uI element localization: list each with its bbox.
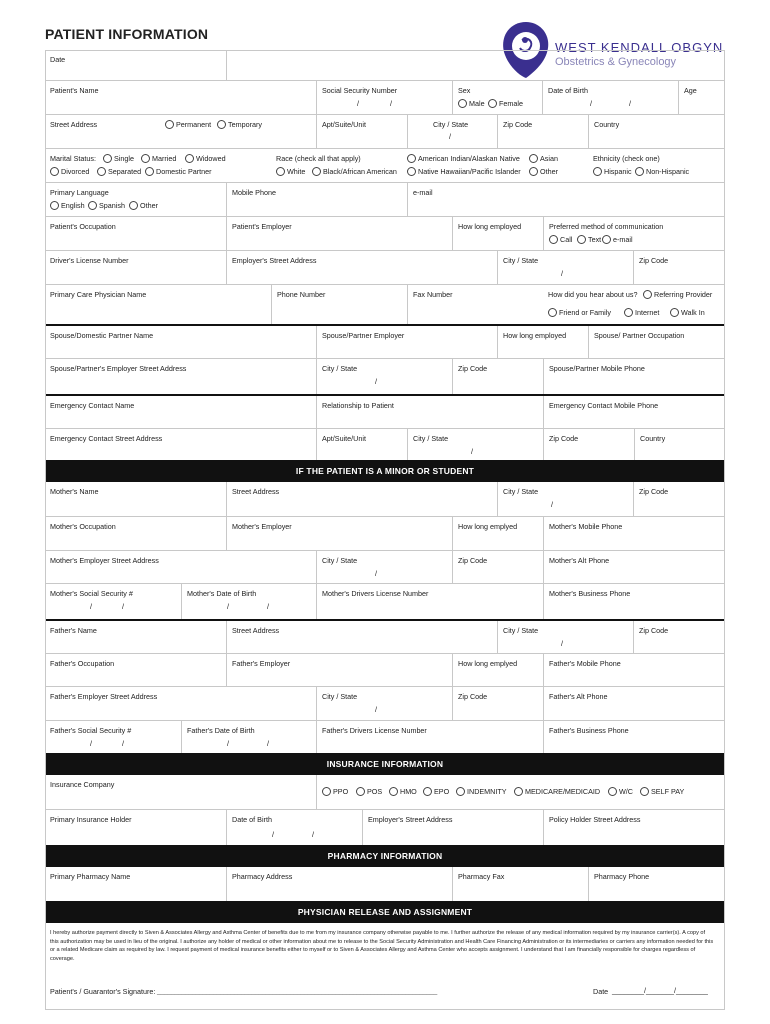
patient-form	[45, 50, 725, 1005]
father-ssn-label: Father's Social Security #	[50, 726, 132, 735]
spouse-emp-street-field[interactable]	[45, 359, 316, 394]
insurance-holder-row	[45, 809, 725, 845]
slash: /	[561, 269, 563, 278]
holder-dob-label: Date of Birth	[232, 815, 272, 824]
release-section-header: PHYSICIAN RELEASE AND ASSIGNMENT	[45, 901, 725, 923]
emergency-row	[45, 394, 725, 428]
slash: /	[312, 830, 314, 839]
dob-label: Date of Birth	[548, 86, 588, 95]
city-state-label: City / State	[433, 120, 469, 129]
patient-name-field[interactable]	[45, 81, 316, 114]
epo-radio[interactable]: EPO	[423, 787, 449, 796]
indemnity-radio[interactable]: INDEMNITY	[456, 787, 507, 796]
mother-dob-field[interactable]	[181, 584, 316, 619]
mother-mobile-field[interactable]	[543, 517, 725, 550]
father-license-label: Father's Drivers License Number	[322, 726, 427, 735]
ssn-label: Social Security Number	[322, 86, 398, 95]
holder-label: Primary Insurance Holder	[50, 815, 132, 824]
apt-field[interactable]	[316, 115, 407, 148]
father-dob-label: Father's Date of Birth	[187, 726, 255, 735]
race-white-check[interactable]: White	[276, 167, 305, 176]
release-date-line[interactable]: ________/_______/________	[612, 986, 708, 995]
pharmacy-phone-field[interactable]	[588, 867, 725, 901]
insurance-company-label: Insurance Company	[50, 780, 115, 789]
spouse-city-state-label: City / State	[322, 364, 358, 373]
father-occupation-field[interactable]	[45, 654, 226, 686]
date-row	[45, 50, 725, 80]
relationship-field[interactable]	[316, 396, 543, 428]
father-dob-field[interactable]	[181, 721, 316, 753]
spouse-how-long-label: How long employed	[503, 331, 567, 340]
emergency-zip-label: Zip Code	[549, 434, 579, 443]
separated-radio[interactable]: Separated	[97, 167, 141, 176]
mother-alt-phone-field[interactable]	[543, 551, 725, 583]
emp-street-label: Employer's Street Address	[232, 256, 317, 265]
slash: /	[122, 602, 124, 611]
emergency-country-label: Country	[640, 434, 666, 443]
patient-name-label: Patient's Name	[50, 86, 99, 95]
father-city-state-label: City / State	[503, 626, 539, 635]
mother-zip-label: Zip Code	[639, 487, 669, 496]
pharmacy-address-label: Pharmacy Address	[232, 872, 293, 881]
father-emp-zip-label: Zip Code	[458, 692, 488, 701]
mother-row	[45, 482, 725, 516]
mother-name-label: Mother's Name	[50, 487, 99, 496]
email-field[interactable]	[407, 183, 725, 216]
mother-mobile-label: Mother's Mobile Phone	[549, 522, 623, 531]
slash: /	[90, 739, 92, 748]
medicare-radio[interactable]: MEDICARE/MEDICAID	[514, 787, 600, 796]
mother-emp-street-field[interactable]	[45, 551, 316, 583]
pcp-field[interactable]	[45, 285, 271, 324]
emergency-city-state-label: City / State	[413, 434, 449, 443]
spouse-emp-street-label: Spouse/Partner's Employer Street Address	[50, 364, 187, 373]
slash: /	[629, 99, 631, 108]
father-emp-city-label: City / State	[322, 692, 358, 701]
emp-city-state-label: City / State	[503, 256, 539, 265]
spouse-occupation-field[interactable]	[588, 326, 725, 358]
internet-radio[interactable]: Internet	[624, 308, 659, 317]
slash: /	[122, 739, 124, 748]
mother-dob-label: Mother's Date of Birth	[187, 589, 257, 598]
mother-license-label: Mother's Drivers License Number	[322, 589, 429, 598]
spouse-mobile-field[interactable]	[543, 359, 725, 394]
father-mobile-field[interactable]	[543, 654, 725, 686]
father-mobile-label: Father's Mobile Phone	[549, 659, 621, 668]
release-date-label: Date	[593, 987, 609, 996]
race-field	[271, 149, 588, 182]
widowed-radio[interactable]: Widowed	[185, 154, 226, 163]
mobile-phone-field[interactable]	[226, 183, 407, 216]
pharmacy-name-field[interactable]	[45, 867, 226, 901]
slash: /	[267, 602, 269, 611]
signature-line[interactable]: ________________________________________________________________________________	[157, 986, 437, 995]
slash: /	[390, 99, 392, 108]
emp-zip-field[interactable]	[633, 251, 725, 284]
father-business-label: Father's Business Phone	[549, 726, 629, 735]
preferred-label: Preferred method of communication	[549, 222, 664, 231]
ethnicity-field	[588, 149, 725, 182]
referring-provider-radio[interactable]: Referring Provider	[643, 290, 712, 299]
father-employer-label: Father's Employer	[232, 659, 291, 668]
race-black-check[interactable]: Black/African American	[312, 167, 397, 176]
spouse-row	[45, 324, 725, 358]
street-field[interactable]	[45, 115, 316, 148]
license-row	[45, 250, 725, 284]
mother-street-label: Street Address	[232, 487, 280, 496]
race-hawaiian-check[interactable]: Native Hawaiian/Pacific Islander	[407, 167, 521, 176]
holder-emp-street-label: Employer's Street Address	[368, 815, 453, 824]
english-radio[interactable]: English	[50, 201, 85, 210]
emergency-apt-field[interactable]	[316, 429, 407, 460]
slash: /	[267, 739, 269, 748]
name-row	[45, 80, 725, 114]
language-row	[45, 182, 725, 216]
race-am-indian-check[interactable]: American Indian/Alaskan Native	[407, 154, 520, 163]
emergency-apt-label: Apt/Suite/Unit	[322, 434, 366, 443]
minor-section-header: IF THE PATIENT IS A MINOR OR STUDENT	[45, 460, 725, 482]
spouse-employer-label: Spouse/Partner Employer	[322, 331, 405, 340]
wc-radio[interactable]: W/C	[608, 787, 633, 796]
marital-row	[45, 148, 725, 182]
insurance-company-row	[45, 775, 725, 809]
father-emp-zip-field[interactable]	[452, 687, 543, 720]
mother-ssn-label: Mother's Social Security #	[50, 589, 133, 598]
policy-holder-street-label: Policy Holder Street Address	[549, 815, 641, 824]
plan-type-field	[316, 775, 725, 809]
age-field[interactable]	[678, 81, 725, 114]
father-alt-phone-field[interactable]	[543, 687, 725, 720]
how-long-field[interactable]	[452, 217, 543, 250]
occupation-row	[45, 216, 725, 250]
mother-occupation-row	[45, 516, 725, 550]
holder-emp-street-field[interactable]	[362, 810, 543, 845]
race-label: Race (check all that apply)	[276, 154, 361, 163]
race-asian-check[interactable]: Asian	[529, 154, 558, 163]
mother-street-field[interactable]	[226, 482, 497, 516]
non-hispanic-radio[interactable]: Non-Hispanic	[635, 167, 689, 176]
zip-label: Zip Code	[503, 120, 533, 129]
walk-in-radio[interactable]: Walk In	[670, 308, 705, 317]
sex-male-radio[interactable]: Male	[458, 99, 485, 108]
fax-label: Fax Number	[413, 290, 453, 299]
date-label: Date	[50, 55, 66, 64]
zip-field[interactable]	[497, 115, 588, 148]
insurance-section-header: INSURANCE INFORMATION	[45, 753, 725, 775]
spanish-radio[interactable]: Spanish	[88, 201, 125, 210]
call-radio[interactable]: Call	[549, 235, 572, 244]
release-row	[45, 923, 725, 1005]
marital-label: Marital Status:	[50, 154, 96, 163]
mother-city-state-field[interactable]	[497, 482, 633, 516]
friend-family-radio[interactable]: Friend or Family	[548, 308, 611, 317]
pharmacy-fax-label: Pharmacy Fax	[458, 872, 505, 881]
emergency-country-field[interactable]	[634, 429, 725, 460]
pref-email-radio[interactable]: e-mail	[602, 235, 633, 244]
fax-field[interactable]	[407, 285, 543, 324]
date-field[interactable]	[45, 50, 227, 80]
slash: /	[561, 639, 563, 648]
domestic-partner-radio[interactable]: Domestic Partner	[145, 167, 212, 176]
father-license-field[interactable]	[316, 721, 543, 753]
mother-alt-label: Mother's Alt Phone	[549, 556, 610, 565]
father-city-state-field[interactable]	[497, 621, 633, 653]
father-ssn-row	[45, 720, 725, 753]
how-long-label: How long employed	[458, 222, 522, 231]
slash: /	[227, 739, 229, 748]
pharmacy-fax-field[interactable]	[452, 867, 588, 901]
mother-business-label: Mother's Business Phone	[549, 589, 631, 598]
employer-field[interactable]	[226, 217, 452, 250]
slash: /	[357, 99, 359, 108]
email-label: e-mail	[413, 188, 433, 197]
emergency-city-state-field[interactable]	[407, 429, 543, 460]
father-business-field[interactable]	[543, 721, 725, 753]
age-label: Age	[684, 86, 697, 95]
slash: /	[590, 99, 592, 108]
emergency-name-field[interactable]	[45, 396, 316, 428]
emp-street-field[interactable]	[226, 251, 497, 284]
pos-radio[interactable]: POS	[356, 787, 382, 796]
emergency-mobile-label: Emergency Contact Mobile Phone	[549, 401, 659, 410]
father-alt-label: Father's Alt Phone	[549, 692, 608, 701]
spouse-zip-label: Zip Code	[458, 364, 488, 373]
pharmacy-phone-label: Pharmacy Phone	[594, 872, 650, 881]
father-occupation-label: Father's Occupation	[50, 659, 115, 668]
hear-label: How did you hear about us?	[548, 290, 638, 299]
self-pay-radio[interactable]: SELF PAY	[640, 787, 684, 796]
ssn-field[interactable]	[316, 81, 452, 114]
emergency-zip-field[interactable]	[543, 429, 634, 460]
logo-name: WEST KENDALL OBGYN	[555, 40, 724, 55]
father-zip-field[interactable]	[633, 621, 725, 653]
sex-female-radio[interactable]: Female	[488, 99, 523, 108]
emergency-address-row	[45, 428, 725, 460]
release-text: I hereby authorize payment directly to Siven & Associates Allergy and Asthma Center of benefits due to me from my insurance company otherwise payable to me. I further authorize the release of any medical information required by my insurance carrier(s). A copy of this authorization may be used in lieu of the original. I authorize any holder of medical or other information about me to release to the Social Security Administration and Health Care Financing Administration or its intermediaries or carriers any information needed for this or a related Medicare claim as required by law. I request payment of medical insurance benefits either to myself or to Siven & Associates Allergy and Asthma Center who accepts assignment. I understand that I am financially responsible for charges regardless of coverage.	[50, 930, 714, 962]
slash: /	[227, 602, 229, 611]
race-other-check[interactable]: Other	[529, 167, 558, 176]
slash: /	[90, 602, 92, 611]
referral-source-field	[543, 285, 725, 324]
mother-emp-street-label: Mother's Employer Street Address	[50, 556, 159, 565]
father-row	[45, 619, 725, 653]
father-name-field[interactable]	[45, 621, 226, 653]
holder-field[interactable]	[45, 810, 226, 845]
street-row	[45, 114, 725, 148]
temporary-radio[interactable]: Temporary	[217, 120, 262, 129]
emp-zip-label: Zip Code	[639, 256, 669, 265]
spouse-address-row	[45, 358, 725, 394]
single-radio[interactable]: Single	[103, 154, 134, 163]
hmo-radio[interactable]: HMO	[389, 787, 417, 796]
father-occupation-row	[45, 653, 725, 686]
holder-dob-field[interactable]	[226, 810, 362, 845]
dob-field[interactable]	[542, 81, 678, 114]
father-how-long-label: How long emplyed	[458, 659, 518, 668]
spouse-name-label: Spouse/Domestic Partner Name	[50, 331, 154, 340]
mother-how-long-label: How long emplyed	[458, 522, 518, 531]
signature-label: Patient's / Guarantor's Signature:	[50, 987, 156, 996]
father-street-label: Street Address	[232, 626, 280, 635]
emp-city-state-field[interactable]	[497, 251, 633, 284]
divorced-radio[interactable]: Divorced	[50, 167, 89, 176]
sex-label: Sex	[458, 86, 471, 95]
spouse-employer-field[interactable]	[316, 326, 497, 358]
occupation-field[interactable]	[45, 217, 226, 250]
pcp-label: Primary Care Physician Name	[50, 290, 147, 299]
mother-zip-field[interactable]	[633, 482, 725, 516]
spouse-city-state-field[interactable]	[316, 359, 452, 394]
father-street-field[interactable]	[226, 621, 497, 653]
slash: /	[375, 569, 377, 578]
mother-occupation-label: Mother's Occupation	[50, 522, 116, 531]
father-emp-street-label: Father's Employer Street Address	[50, 692, 158, 701]
mobile-label: Mobile Phone	[232, 188, 276, 197]
mother-emp-zip-field[interactable]	[452, 551, 543, 583]
license-label: Driver's License Number	[50, 256, 129, 265]
relationship-label: Relationship to Patient	[322, 401, 394, 410]
pharmacy-row	[45, 867, 725, 901]
mother-ssn-row	[45, 583, 725, 619]
father-emp-row	[45, 686, 725, 720]
mother-license-field[interactable]	[316, 584, 543, 619]
sex-field	[452, 81, 542, 114]
country-field[interactable]	[588, 115, 725, 148]
slash: /	[375, 705, 377, 714]
country-label: Country	[594, 120, 620, 129]
street-label: Street Address	[50, 120, 98, 129]
mother-occupation-field[interactable]	[45, 517, 226, 550]
occupation-label: Patient's Occupation	[50, 222, 116, 231]
mother-how-long-field[interactable]	[452, 517, 543, 550]
permanent-radio[interactable]: Permanent	[165, 120, 211, 129]
spouse-zip-field[interactable]	[452, 359, 543, 394]
slash: /	[272, 830, 274, 839]
spouse-how-long-field[interactable]	[497, 326, 588, 358]
mother-ssn-field[interactable]	[45, 584, 181, 619]
city-state-field[interactable]	[407, 115, 497, 148]
slash: /	[551, 500, 553, 509]
slash: /	[449, 132, 451, 141]
mother-city-state-label: City / State	[503, 487, 539, 496]
policy-holder-street-field[interactable]	[543, 810, 725, 845]
spouse-occupation-label: Spouse/ Partner Occupation	[594, 331, 685, 340]
language-other-radio[interactable]: Other	[129, 201, 158, 210]
preferred-contact-field	[543, 217, 725, 250]
employer-label: Patient's Employer	[232, 222, 292, 231]
page-title: PATIENT INFORMATION	[45, 26, 209, 42]
father-zip-label: Zip Code	[639, 626, 669, 635]
mother-employer-field[interactable]	[226, 517, 452, 550]
spouse-mobile-label: Spouse/Partner Mobile Phone	[549, 364, 645, 373]
hispanic-radio[interactable]: Hispanic	[593, 167, 632, 176]
language-label: Primary Language	[50, 188, 109, 197]
mother-emp-zip-label: Zip Code	[458, 556, 488, 565]
language-field	[45, 183, 226, 216]
married-radio[interactable]: Married	[141, 154, 176, 163]
father-name-label: Father's Name	[50, 626, 97, 635]
pcp-row	[45, 284, 725, 324]
license-field[interactable]	[45, 251, 226, 284]
ethnicity-label: Ethnicity (check one)	[593, 154, 660, 163]
father-emp-city-field[interactable]	[316, 687, 452, 720]
phone-label: Phone Number	[277, 290, 326, 299]
slash: /	[471, 447, 473, 456]
father-emp-street-field[interactable]	[45, 687, 316, 720]
logo-subtitle: Obstetrics & Gynecology	[555, 56, 677, 68]
pharmacy-name-label: Primary Pharmacy Name	[50, 872, 131, 881]
apt-label: Apt/Suite/Unit	[322, 120, 366, 129]
emergency-mobile-field[interactable]	[543, 396, 725, 428]
text-radio[interactable]: Text	[577, 235, 601, 244]
mother-emp-city-label: City / State	[322, 556, 358, 565]
father-how-long-field[interactable]	[452, 654, 543, 686]
mother-name-field[interactable]	[45, 482, 226, 516]
mother-emp-row	[45, 550, 725, 583]
slash: /	[375, 377, 377, 386]
ppo-radio[interactable]: PPO	[322, 787, 348, 796]
emergency-name-label: Emergency Contact Name	[50, 401, 135, 410]
spouse-name-field[interactable]	[45, 326, 316, 358]
mother-emp-city-field[interactable]	[316, 551, 452, 583]
father-employer-field[interactable]	[226, 654, 452, 686]
emergency-street-field[interactable]	[45, 429, 316, 460]
phone-field[interactable]	[271, 285, 407, 324]
marital-status-field	[45, 149, 271, 182]
insurance-company-field[interactable]	[45, 775, 316, 809]
pharmacy-address-field[interactable]	[226, 867, 452, 901]
emergency-street-label: Emergency Contact Street Address	[50, 434, 163, 443]
mother-business-field[interactable]	[543, 584, 725, 619]
pharmacy-section-header: PHARMACY INFORMATION	[45, 845, 725, 867]
father-ssn-field[interactable]	[45, 721, 181, 753]
mother-employer-label: Mother's Employer	[232, 522, 292, 531]
